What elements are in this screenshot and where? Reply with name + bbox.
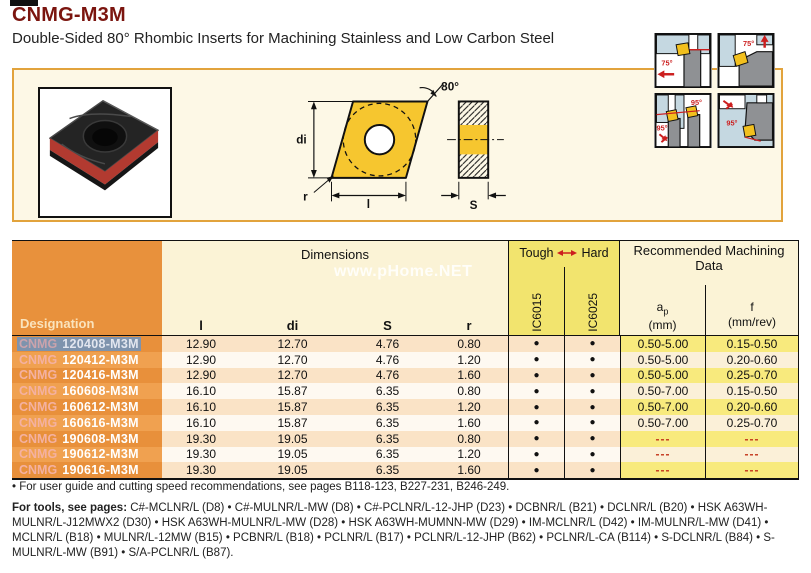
s-value: 4.76: [345, 336, 430, 352]
svg-text:95°: 95°: [656, 123, 668, 133]
toolholder-95deg-boring-icon: [717, 93, 775, 148]
insert-side-view: [447, 101, 504, 177]
table-row: [12, 383, 799, 399]
ap-value: ---: [620, 462, 705, 478]
f-value: 0.15-0.50: [705, 383, 799, 399]
f-value: ---: [705, 431, 799, 447]
s-dimension-label: S: [469, 199, 478, 213]
ap-value: ---: [620, 447, 705, 463]
ap-value: 0.50-5.00: [620, 336, 705, 352]
svg-text:95°: 95°: [690, 97, 702, 107]
s-value: 6.35: [345, 462, 430, 478]
svg-text:75°: 75°: [661, 58, 673, 68]
s-value: 6.35: [345, 415, 430, 431]
col-r-label: r: [466, 318, 472, 333]
s-value: 6.35: [345, 431, 430, 447]
ic6025-dot: ●: [564, 415, 620, 431]
insert-photo-frame: [38, 87, 172, 218]
ic6015-dot: ●: [508, 447, 564, 463]
user-guide-note: • For user guide and cutting speed recommendations, see pages B118-123, B227-231, B246-249.: [12, 481, 510, 493]
l-value: 12.90: [162, 352, 240, 368]
toolholder-75deg-facing-icon: [654, 33, 712, 88]
f-value: 0.20-0.60: [705, 352, 799, 368]
watermark: www.pHome.NET: [334, 263, 473, 280]
di-value: 19.05: [240, 462, 345, 478]
dimensions-header-cell: [162, 241, 508, 335]
l-value: 19.30: [162, 462, 240, 478]
f-column-label: f (mm/rev): [728, 300, 776, 329]
table-row: [12, 431, 799, 447]
col-di-label: di: [286, 318, 299, 333]
ic6025-dot: ●: [564, 462, 620, 478]
table-row: [12, 368, 799, 384]
tools-note-text: C#-MCLNR/L (D8) • C#-MULNR/L-MW (D8) • C#-PCLNR/L-12-JHP (D23) • DCBNR/L (B21) • DCLNR/L (B20) • HSK A63WH-MULNR/L-J12MWX2 (D30) • HSK A63WH-MULNR/L-MW (D28) • HSK A63WH-MUMNN-MW (D29) • IM-MCLNR/L (D42) • IM-MULNR/L-MW (D41) • MCLNR/L (B18) • MULNR/L-12MW (B15) • PCBNR/L (B18) • PCLNR/L (B17) • PCLNR/L-12-JHP (B62) • PCLNR/L-CA (B114) • S-DCLNR/L (B84) • S-MULNR/L-MW (B91) • S/A-PCLNR/L (B87).: [12, 502, 775, 559]
application-diagrams: [654, 33, 775, 148]
hard-label: Hard: [581, 246, 609, 260]
ic6015-dot: ●: [508, 368, 564, 384]
designation-cell[interactable]: CNMG 120412-M3M: [12, 352, 162, 368]
table-row: [12, 415, 799, 431]
di-value: 19.05: [240, 447, 345, 463]
ap-value: 0.50-5.00: [620, 352, 705, 368]
r-value: 1.20: [430, 352, 508, 368]
page-subtitle: Double-Sided 80° Rhombic Inserts for Machining Stainless and Low Carbon Steel: [12, 30, 555, 47]
l-value: 12.90: [162, 368, 240, 384]
ic6025-dot: ●: [564, 336, 620, 352]
svg-text:75°: 75°: [743, 38, 755, 48]
designation-cell[interactable]: CNMG 120416-M3M: [12, 368, 162, 384]
ic6025-dot: ●: [564, 431, 620, 447]
designation-cell[interactable]: CNMG 160608-M3M: [12, 383, 162, 399]
col-l-label: l: [199, 318, 203, 333]
ic6025-dot: ●: [564, 383, 620, 399]
f-value: 0.20-0.60: [705, 399, 799, 415]
designation-header-label: Designation: [20, 316, 95, 331]
designation-cell[interactable]: CNMG 190608-M3M: [12, 431, 162, 447]
r-value: 1.60: [430, 368, 508, 384]
f-value: ---: [705, 447, 799, 463]
designation-header-cell: [12, 241, 162, 335]
r-value: 0.80: [430, 431, 508, 447]
r-value: 1.20: [430, 447, 508, 463]
f-value: 0.25-0.70: [705, 415, 799, 431]
table-row: [12, 336, 799, 352]
grade-ic6015-label: IC6015: [529, 293, 544, 332]
l-dimension-label: l: [366, 198, 371, 212]
table-row: [12, 399, 799, 415]
ic6015-dot: ●: [508, 415, 564, 431]
r-value: 0.80: [430, 336, 508, 352]
l-value: 19.30: [162, 431, 240, 447]
di-value: 15.87: [240, 399, 345, 415]
di-value: 15.87: [240, 383, 345, 399]
f-value: ---: [705, 462, 799, 478]
r-dimension-label: r: [303, 190, 308, 204]
ap-value: 0.50-7.00: [620, 383, 705, 399]
tools-note-label: For tools, see pages:: [12, 502, 128, 514]
machining-header-label: Recommended Machining Data: [633, 243, 785, 273]
page-title: CNMG-M3M: [12, 4, 126, 26]
di-value: 19.05: [240, 431, 345, 447]
ap-value: 0.50-7.00: [620, 415, 705, 431]
designation-cell[interactable]: CNMG 190616-M3M: [12, 462, 162, 478]
ap-value: 0.50-5.00: [620, 368, 705, 384]
r-value: 1.20: [430, 399, 508, 415]
f-value: 0.15-0.50: [705, 336, 799, 352]
toolholder-95deg-grooving-icon: [654, 93, 712, 148]
s-value: 4.76: [345, 352, 430, 368]
s-value: 6.35: [345, 447, 430, 463]
s-value: 4.76: [345, 368, 430, 384]
r-value: 1.60: [430, 462, 508, 478]
di-value: 12.70: [240, 368, 345, 384]
ap-column-label: $a_p$ (mm): [648, 300, 677, 332]
grades-header-cell: [508, 241, 620, 335]
table-row: [12, 462, 799, 478]
l-value: 19.30: [162, 447, 240, 463]
ap-value: ---: [620, 431, 705, 447]
designation-cell[interactable]: CNMG 190612-M3M: [12, 447, 162, 463]
r-value: 0.80: [430, 383, 508, 399]
ap-value: 0.50-7.00: [620, 399, 705, 415]
svg-text:95°: 95°: [726, 118, 738, 128]
l-value: 16.10: [162, 383, 240, 399]
ic6025-dot: ●: [564, 368, 620, 384]
ic6015-dot: ●: [508, 336, 564, 352]
di-value: 15.87: [240, 415, 345, 431]
table-body: [12, 336, 799, 480]
designation-cell[interactable]: CNMG 160612-M3M: [12, 399, 162, 415]
f-value: 0.25-0.70: [705, 368, 799, 384]
table-row: [12, 352, 799, 368]
ic6015-dot: ●: [508, 431, 564, 447]
toolholder-75deg-turning-icon: [717, 33, 775, 88]
s-value: 6.35: [345, 383, 430, 399]
tough-label: Tough: [519, 246, 554, 260]
r-value: 1.60: [430, 415, 508, 431]
machining-header-cell: [620, 241, 799, 335]
angle-label: 80°: [441, 80, 459, 94]
designation-cell[interactable]: CNMG 120408-M3M: [12, 336, 162, 352]
ic6025-dot: ●: [564, 447, 620, 463]
l-value: 12.90: [162, 336, 240, 352]
designation-cell[interactable]: CNMG 160616-M3M: [12, 415, 162, 431]
l-value: 16.10: [162, 399, 240, 415]
ic6025-dot: ●: [564, 352, 620, 368]
ic6015-dot: ●: [508, 462, 564, 478]
tough-hard-arrow-icon: [557, 249, 577, 257]
l-value: 16.10: [162, 415, 240, 431]
s-value: 6.35: [345, 399, 430, 415]
tools-note: [12, 501, 799, 561]
ic6015-dot: ●: [508, 399, 564, 415]
ic6025-dot: ●: [564, 399, 620, 415]
d-dimension-label: di: [296, 133, 307, 147]
dimensions-header-label: Dimensions: [301, 247, 369, 262]
col-s-label: S: [383, 318, 392, 333]
ic6015-dot: ●: [508, 383, 564, 399]
table-header: [12, 240, 799, 336]
ic6015-dot: ●: [508, 352, 564, 368]
technical-drawing: [290, 76, 515, 218]
di-value: 12.70: [240, 352, 345, 368]
grade-ic6025-label: IC6025: [585, 293, 600, 332]
table-row: [12, 447, 799, 463]
insert-photo: [40, 89, 166, 212]
di-value: 12.70: [240, 336, 345, 352]
